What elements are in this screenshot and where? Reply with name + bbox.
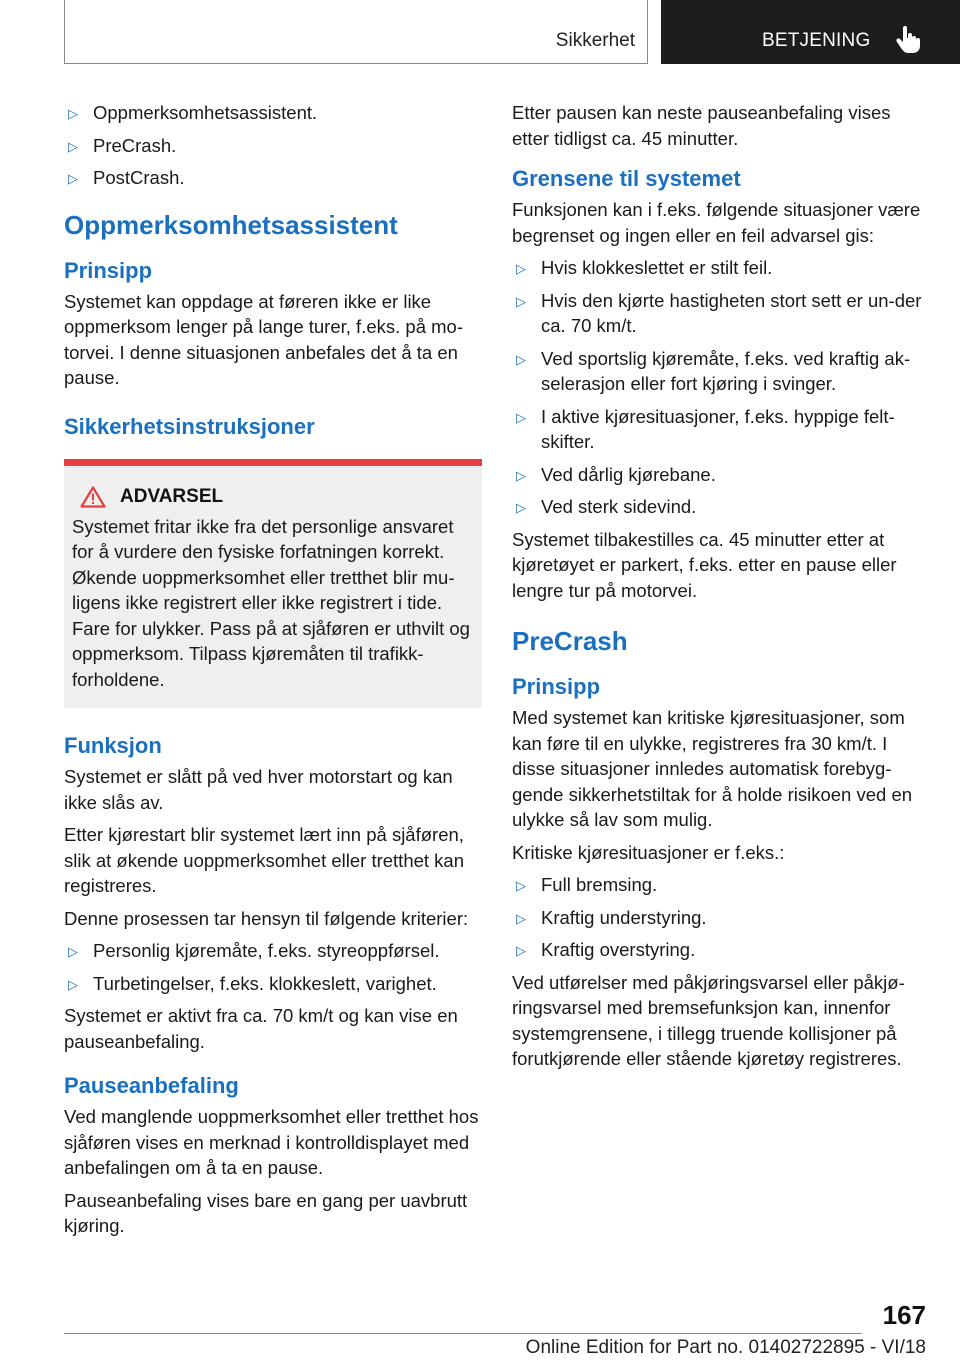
limits-intro: Funksjonen kan i f.eks. følgende situasjoner være begrenset og ingen eller en feil advarsel gis: (512, 199, 921, 246)
limits-bullet-list (512, 255, 926, 520)
triangle-bullet-icon: ▷ (516, 261, 526, 276)
list-item: ▷ Ved sportslig kjøremåte, f.eks. ved kraftig ak-selerasjon eller fort kjøring i svinger. (516, 347, 911, 394)
heading-safety-instructions: Sikkerhetsinstruksjoner (64, 413, 315, 439)
heading-principle: Prinsipp (64, 257, 153, 283)
triangle-bullet-icon: ▷ (516, 409, 526, 425)
function-paragraph: Systemet er slått på ved hver motorstart og kan ikke slås av. (64, 766, 453, 813)
function-paragraph: Systemet er aktivt fra ca. 70 km/t og kan vise en pauseanbefaling. (64, 1005, 458, 1052)
list-item: ▷ Ved sterk sidevind. (512, 494, 926, 520)
header-section-title: Sikkerhet (555, 30, 635, 51)
triangle-bullet-icon: ▷ (516, 351, 526, 367)
warning-title: ADVARSEL (120, 485, 224, 507)
precrash-paragraph: Ved utførelser med påkjøringsvarsel eller påkjø-ringsvarsel med bremsefunksjon kan, innenfor systemgrensene, i tillegg truende kollisjoner på forutkjørende eller stående kjøretøy registreres. (512, 971, 905, 1069)
critical-bullet-list (512, 872, 926, 963)
heading-precrash: PreCrash (512, 626, 628, 656)
hand-pointer-icon (895, 26, 921, 54)
list-item: ▷ Personlig kjøremåte, f.eks. styreoppførsel. (64, 938, 482, 964)
warning-triangle-icon (80, 486, 106, 508)
header-section-box (64, 0, 648, 64)
precrash-paragraph: Kritiske kjøresituasjoner er f.eks.: (512, 841, 785, 863)
list-item: ▷ Hvis den kjørte hastigheten stort sett er un-der ca. 70 km/t. (516, 289, 922, 336)
heading-attention-assistant: Oppmerksomhetsassistent (64, 209, 398, 240)
list-item: ▷ PostCrash. (64, 165, 482, 191)
intro-bullet-list (64, 100, 482, 191)
list-item: ▷ PreCrash. (64, 133, 482, 159)
triangle-bullet-icon: ▷ (516, 943, 526, 958)
function-paragraph: Etter kjørestart blir systemet lært inn på sjåføren, slik at økende uoppmerksomhet eller tretthet kan registreres. (64, 824, 464, 896)
heading-system-limits: Grensene til systemet (512, 166, 741, 191)
triangle-bullet-icon: ▷ (516, 500, 526, 515)
principle-text: Systemet kan oppdage at føreren ikke er like oppmerksom lenger på lange turer, f.eks. på mo-torvei. I denne situasjonen anbefales det å ta en pause. (64, 290, 463, 388)
warning-box (64, 459, 482, 709)
list-item: ▷ I aktive kjøresituasjoner, f.eks. hyppige felt-skifter. (516, 405, 895, 452)
limits-reset-text: Systemet tilbakestilles ca. 45 minutter etter at kjøretøyet er parkert, f.eks. etter en pause eller lengre tur på motorvei. (512, 528, 897, 601)
header-chapter-tab (661, 0, 960, 64)
pause-paragraph: Ved manglende uoppmerksomhet eller tretthet hos sjåføren vises en merknad i kontrolldisplayet med anbefalingen om å ta en pause. (64, 1106, 479, 1178)
heading-principle: Prinsipp (512, 674, 601, 699)
heading-pause-recommendation: Pauseanbefaling (64, 1073, 239, 1098)
function-paragraph: Denne prosessen tar hensyn til følgende kriterier: (64, 907, 469, 929)
precrash-paragraph: Med systemet kan kritiske kjøresituasjoner, som kan føre til en ulykke, registreres fra 30 km/t. I disse situasjoner innledes automatisk forebyg-gende sikkerhetstiltak for å holde risikoen ved en ulykke så lav som mulig. (512, 707, 913, 830)
heading-function: Funksjon (64, 733, 162, 758)
triangle-bullet-icon: ▷ (516, 293, 526, 309)
list-item: ▷ Turbetingelser, f.eks. klokkeslett, varighet. (64, 971, 482, 997)
triangle-bullet-icon: ▷ (516, 878, 526, 893)
pause-continuation: Etter pausen kan neste pauseanbefaling vises etter tidligst ca. 45 minutter. (512, 102, 891, 149)
triangle-bullet-icon: ▷ (516, 910, 526, 926)
criteria-bullet-list (64, 938, 482, 996)
header-chapter-label: BETJENING (762, 30, 871, 51)
pause-paragraph: Pauseanbefaling vises bare en gang per uavbrutt kjøring. (64, 1189, 468, 1236)
triangle-bullet-icon: ▷ (516, 467, 526, 483)
triangle-bullet-icon: ▷ (68, 944, 78, 959)
warning-header (72, 486, 472, 508)
triangle-bullet-icon: ▷ (68, 171, 78, 186)
right-column (512, 100, 926, 1079)
list-item: ▷ Oppmerksomhetsassistent. (64, 100, 482, 126)
triangle-bullet-icon: ▷ (68, 106, 78, 121)
triangle-bullet-icon: ▷ (68, 138, 78, 154)
page-number: 167 (882, 1300, 926, 1330)
list-item: ▷ Ved dårlig kjørebane. (512, 462, 926, 488)
list-item: ▷ Kraftig understyring. (512, 905, 926, 931)
footer-divider (64, 1333, 862, 1334)
triangle-bullet-icon: ▷ (68, 976, 78, 992)
list-item: ▷ Kraftig overstyring. (512, 937, 926, 963)
list-item: ▷ Hvis klokkeslettet er stilt feil. (512, 255, 926, 281)
footer-edition-text: Online Edition for Part no. 01402722895 - VI/18 (525, 1337, 926, 1358)
list-item: ▷ Full bremsing. (512, 872, 926, 898)
warning-text: Systemet fritar ikke fra det personlige ansvaret for å vurdere den fysiske forfatningen korrekt. Økende uoppmerksomhet eller tretthet blir mu-ligens ikke registrert eller ikke registrert i tide. Fare for ulykker. Pass på at sjåføren er uthvilt og oppmerksom. Tilpass kjøremåten til trafikk-forholdene. (72, 515, 470, 690)
left-column (64, 100, 482, 1246)
